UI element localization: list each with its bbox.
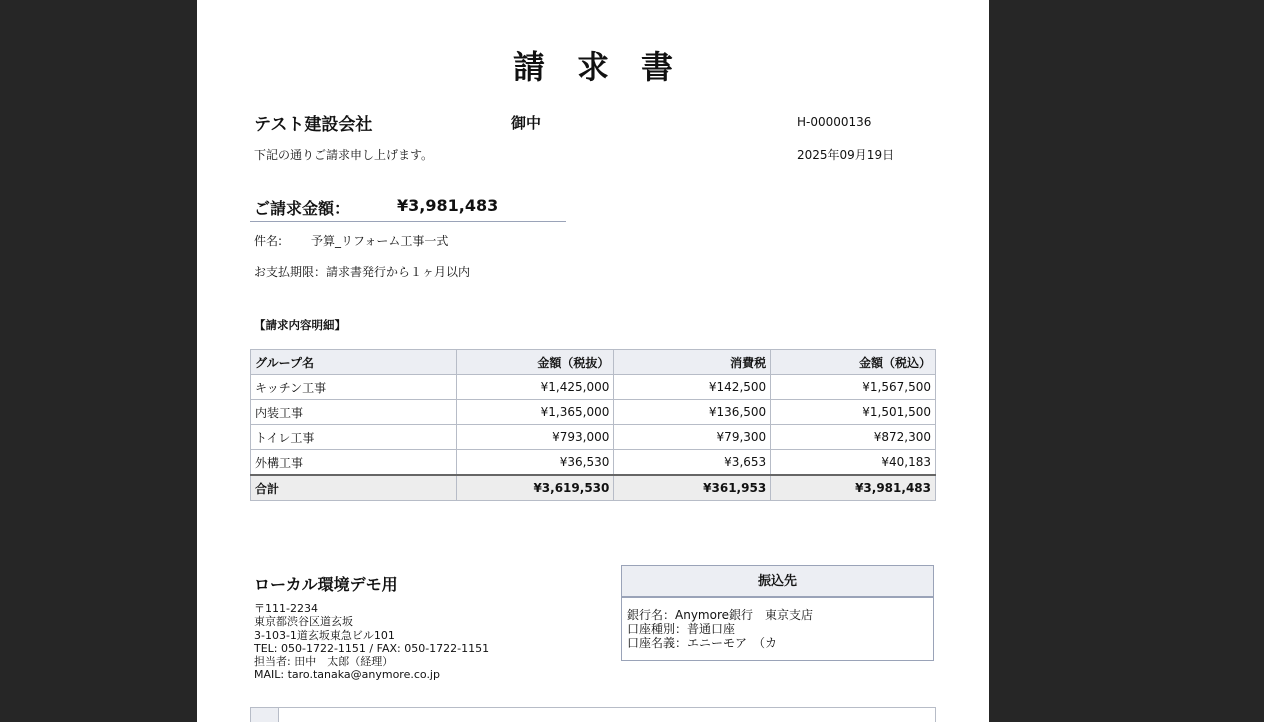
bank-transfer-title: 振込先 <box>622 566 933 598</box>
table-cell: 外構工事 <box>251 450 457 476</box>
table-cell: ¥142,500 <box>614 375 771 400</box>
table-row <box>251 375 936 400</box>
invoice-date: 2025年09月19日 <box>797 148 895 162</box>
issuer-postal-code: 〒111-2234 <box>254 602 318 615</box>
bank-details <box>622 598 933 650</box>
total-label: 合計 <box>251 475 457 501</box>
issuer-address-line: 東京都渋谷区道玄坂 <box>254 615 353 629</box>
table-header-row <box>251 350 936 375</box>
issuer-name: ローカル環境デモ用 <box>254 575 398 594</box>
invoice-page <box>197 0 989 722</box>
table-cell: キッチン工事 <box>251 375 457 400</box>
table-cell: トイレ工事 <box>251 425 457 450</box>
table-cell: ¥793,000 <box>456 425 614 450</box>
invoice-number: H-00000136 <box>797 115 872 129</box>
recipient-honorific: 御中 <box>511 114 542 132</box>
remarks-box <box>250 707 936 722</box>
total-amount-incl-tax: ¥3,981,483 <box>771 475 936 501</box>
column-header-amount-excl-tax: 金額（税抜） <box>456 350 614 375</box>
column-header-group: グループ名 <box>251 350 457 375</box>
billing-amount-value: ¥3,981,483 <box>397 196 499 215</box>
intro-text: 下記の通りご請求申し上げます。 <box>254 148 434 162</box>
table-cell: ¥79,300 <box>614 425 771 450</box>
subject-label: 件名: <box>254 234 283 248</box>
table-cell: ¥1,425,000 <box>456 375 614 400</box>
total-amount-excl-tax: ¥3,619,530 <box>456 475 614 501</box>
table-cell: ¥3,653 <box>614 450 771 476</box>
recipient-company: テスト建設会社 <box>254 115 373 135</box>
table-cell: ¥1,501,500 <box>771 400 936 425</box>
issuer-address-line: 3-103-1道玄坂東急ビル101 <box>254 628 395 642</box>
table-row <box>251 425 936 450</box>
issuer-phone-fax: TEL: 050-1722-1151 / FAX: 050-1722-1151 <box>254 641 490 655</box>
document-title: 請 求 書 <box>512 48 673 86</box>
table-cell: ¥1,567,500 <box>771 375 936 400</box>
table-cell: ¥872,300 <box>771 425 936 450</box>
issuer-email: MAIL: taro.tanaka@anymore.co.jp <box>254 668 440 682</box>
payment-terms: お支払期限：請求書発行から１ヶ月以内 <box>254 265 471 279</box>
invoice-detail-table <box>250 349 936 501</box>
account-type: 口座種別：普通口座 <box>627 622 736 636</box>
billing-amount-label: ご請求金額： <box>254 199 351 218</box>
table-cell: 内装工事 <box>251 400 457 425</box>
billing-amount-row <box>250 195 566 222</box>
account-holder: 口座名義：エニーモア （カ <box>627 636 778 650</box>
table-row <box>251 400 936 425</box>
section-title: 【請求内容明細】 <box>254 318 346 332</box>
table-cell: ¥36,530 <box>456 450 614 476</box>
bank-transfer-box <box>621 565 934 661</box>
column-header-tax: 消費税 <box>614 350 771 375</box>
issuer-address-block <box>254 602 489 682</box>
issuer-contact-person: 担当者: 田中 太郎（経理） <box>254 655 394 669</box>
table-total-row <box>251 475 936 501</box>
bank-name: 銀行名：Anymore銀行 東京支店 <box>627 608 814 622</box>
table-cell: ¥40,183 <box>771 450 936 476</box>
subject-value: 予算_リフォーム工事一式 <box>311 234 449 248</box>
table-cell: ¥1,365,000 <box>456 400 614 425</box>
remarks-label-cell <box>251 708 279 722</box>
table-cell: ¥136,500 <box>614 400 771 425</box>
total-tax: ¥361,953 <box>614 475 771 501</box>
table-row <box>251 450 936 476</box>
column-header-amount-incl-tax: 金額（税込） <box>771 350 936 375</box>
